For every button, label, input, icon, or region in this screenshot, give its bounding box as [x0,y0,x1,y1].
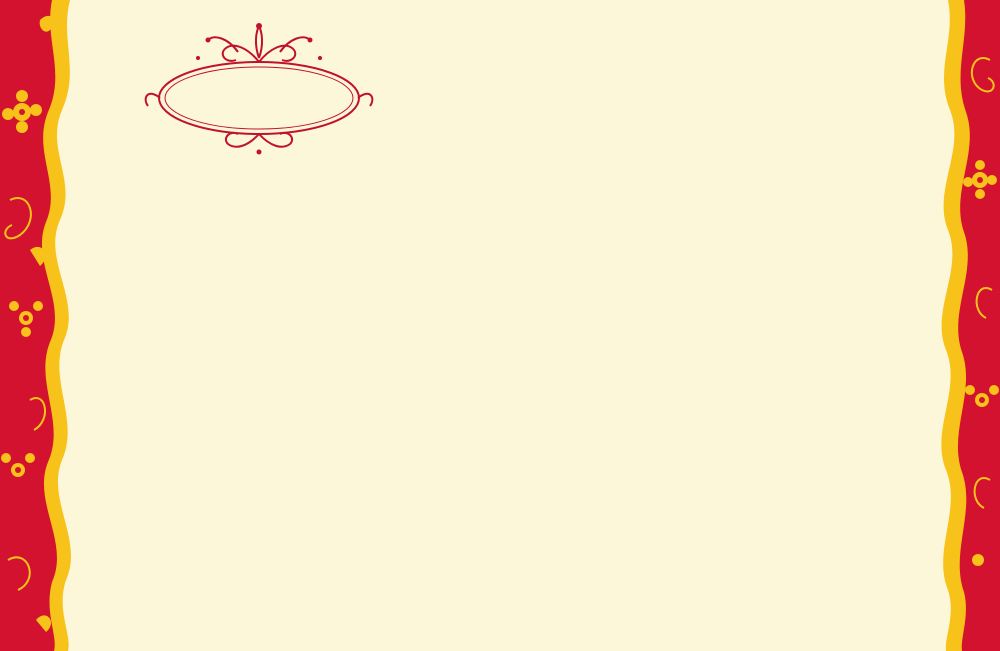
right-floral-border [920,0,1000,651]
left-floral-border [0,0,95,651]
title-ornament [138,18,380,158]
